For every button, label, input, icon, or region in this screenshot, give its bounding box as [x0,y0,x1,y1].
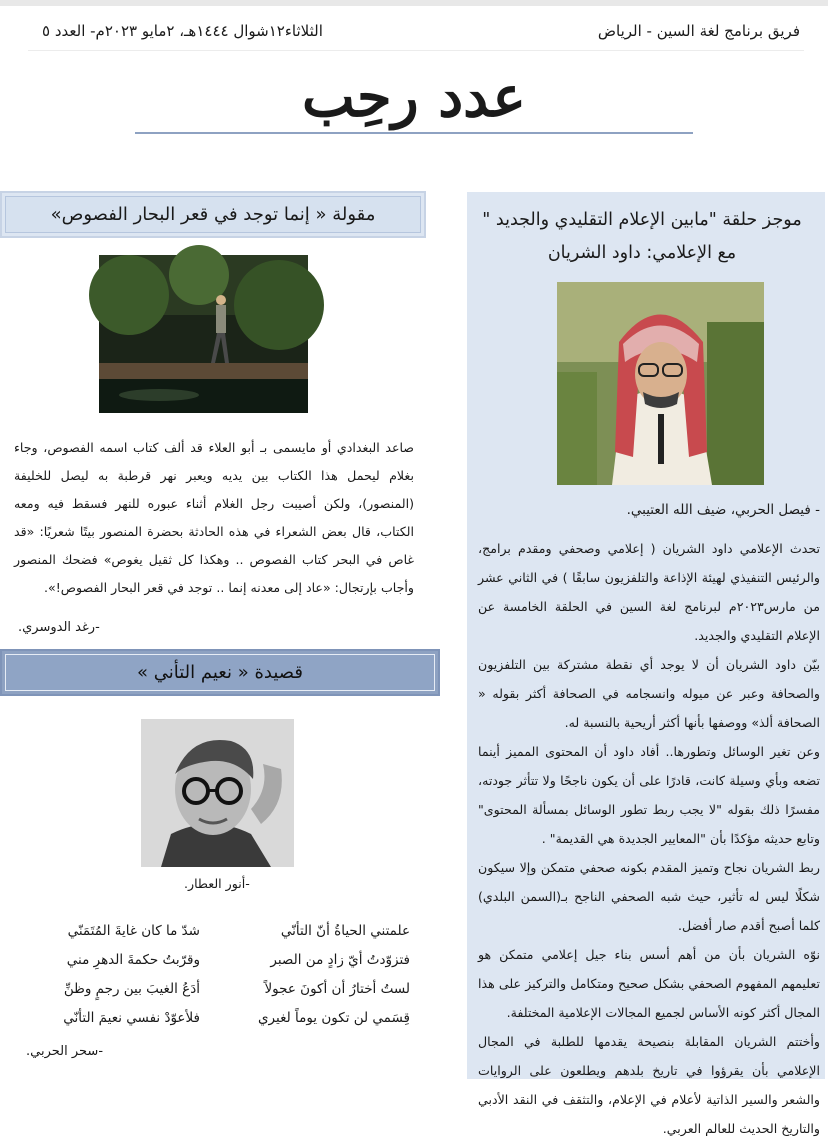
episode-paragraph: بيّن داود الشريان أن لا يوجد أي نقطة مشتركة بين التلفزيون والصحافة وعبر عن ميوله وانسجامه في الصحافة أكثر بقوله « الصحافة ألذ» ووصفها بأنها أكثر أريحية بالنسبة له. [478,657,820,730]
poem-right-hemistich: علمتني الحياةُ أنّ التأنّي [280,923,410,939]
poem-right-hemistich: لستُ أختارُ أن أكونَ عجولاً [264,981,410,997]
masthead-rule [135,132,693,134]
episode-paragraph: ربط الشريان نجاح وتميز المقدم بكونه صحفي متمكن وإلا سيكون شكلًا ليس له تأثير، حيث شبه الصحفي الناجح بـ(السمن البلدي) كلما أصبح أقدم صار أفضل. [478,860,820,933]
saying-title: مقولة « إنما توجد في قعر البحار الفصوص» [5,196,421,233]
saying-body: صاعد البغدادي أو مايسمى بـ أبو العلاء قد ألف كتاب اسمه الفصوص، وجاء بغلام ليحمل هذا الكتاب بين يديه ويعبر نهر قرطبة به ليصل للخليفة (المنصور)، ولكن أصيبت رجل الغلام أثناء عبوره للنهر فسقط فيه ومعه الكتاب، قال بعض الشعراء في هذه الحادثة بحضرة المنصور بيتًا شعريًا: «قد غاص في البحر كتاب الفصوص .. وهكذا كل ثقيل يغوص» فضحك المنصور وأجاب بإرتجال: «عاد إلى معدنه إنما .. توجد في قعر البحار الفصوص!». [14,440,414,595]
guest-photo [557,282,764,485]
saying-author: -رغد الدوسري. [18,620,100,635]
poem-left-hemistich: أدَعُ الغيبَ بين رجمٍ وظنِّ [63,981,200,997]
poem-row [20,1004,410,1033]
forest-photo [99,255,308,413]
episode-paragraph: وعن تغير الوسائل وتطورها.. أفاد داود أن المحتوى المميز أينما تضعه وبأي وسيلة كانت، قادرًا على أن يكون ناجحًا ولا تتأثر جودته، مفسرًا ذلك بقوله "لا يجب ربط تطور الوسائل بمسألة المحتوى" وتابع حديثه مؤكدًا بأن "المعايير الجديدة هي القديمة" . [478,744,820,846]
poem-verses [20,917,410,1033]
poem-right-hemistich: قِسَمي لن تكون يوماً لغيري [257,1010,410,1026]
masthead-title: عدد رحِب [302,64,526,130]
episode-title [467,204,817,270]
saying-title-box [0,191,426,238]
top-bar [0,0,828,6]
poem-title-box [0,649,440,696]
episode-paragraph: تحدث الإعلامي داود الشريان ( إعلامي وصحفي ومقدم برامج، والرئيس التنفيذي لهيئة الإذاعة والتلفزيون سابقًا ) في الثاني عشر من مارس٢٠٢٣م لبرنامج لغة السين في الحلقة الخامسة عن الإعلام التقليدي والجديد. [478,541,821,643]
poem-left-hemistich: وقرّبتُ حكمةَ الدهرِ مني [66,952,200,968]
episode-paragraph: نوّه الشريان بأن من أهم أسس بناء جيل إعلامي متمكن هو تعليمهم المفهوم الصحفي بشكل صحيح ومتكامل والتركيز على هذا المجال أكثر كونه الأساس لجميع المجالات الإعلامية المختلفة. [478,947,820,1020]
episode-title-line1: موجز حلقة "مابين الإعلام التقليدي والجديد " [482,210,802,230]
poem-row [20,975,410,1004]
poem-right-hemistich: فتزوّدتُ أيّ زادٍ من الصبر [270,952,410,968]
poem-row [20,946,410,975]
poet-caption: -أنور العطار. [184,876,250,891]
poet-photo [141,719,294,867]
publisher-line: فريق برنامج لغة السين - الرياض [597,22,800,40]
episode-paragraph: وأختتم الشريان المقابلة بنصيحة يقدمها للطلبة في المجال الإعلامي بأن يقرؤوا في تاريخ بلدهم ويطلعون على الروايات والشعر والسير الذاتية لأعلام في الإعلام، والتثقف في النقد الأدبي والتاريخ الحديث للعالم العربي. [478,1034,820,1136]
poem-row [20,917,410,946]
header-divider [28,50,804,51]
episode-body [478,534,820,1143]
poem-left-hemistich: فلأعوّدْ نفسي نعيمَ التأنّي [63,1010,200,1026]
poem-left-hemistich: شدّ ما كان غايةَ المُتَمَنّي [67,923,200,939]
episode-title-line2: مع الإعلامي: داود الشريان [547,243,737,263]
date-issue-line: الثلاثاء١٢شوال ١٤٤٤هـ، ٢مايو ٢٠٢٣م- العدد ٥ [42,22,323,40]
poem-author: -سحر الحربي. [26,1044,104,1059]
poem-title: قصيدة « نعيم التأني » [5,654,435,691]
guests-line: - فيصل الحربي، ضيف الله العتيبي. [626,502,820,518]
